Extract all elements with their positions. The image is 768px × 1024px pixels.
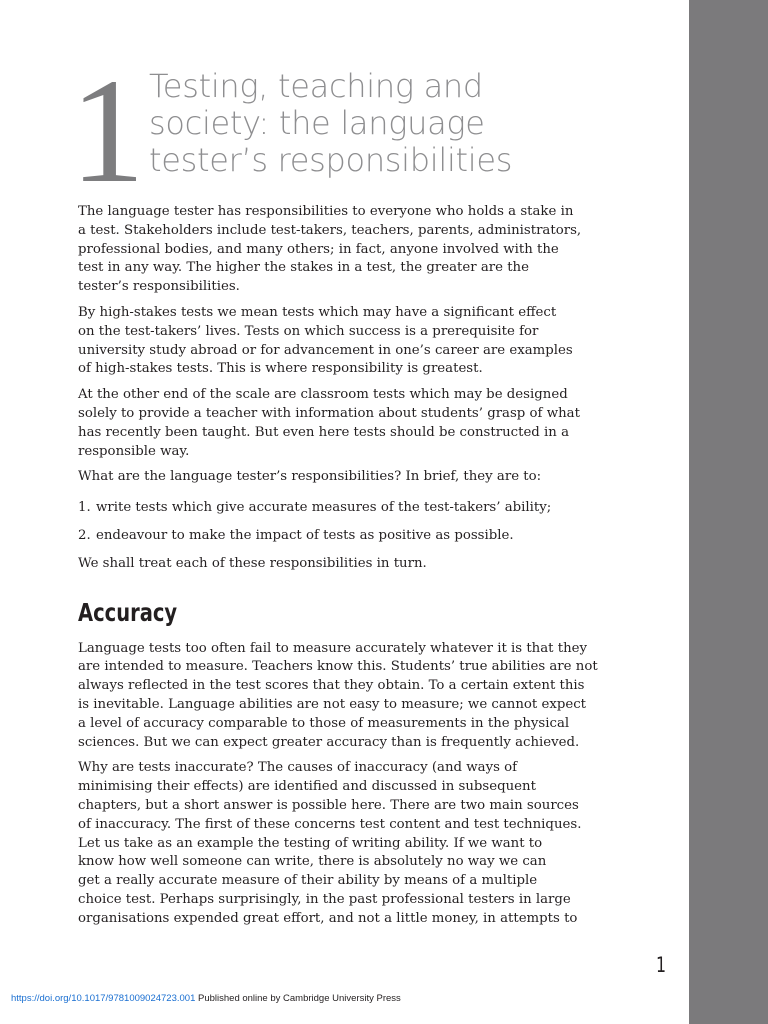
list-item-text: write tests which give accurate measures of the test-takers’ ability; — [96, 500, 552, 516]
text-line: Language tests too often fail to measure accurately whatever it is that they — [78, 640, 588, 656]
text-line: get a really accurate measure of their ability by means of a multiple — [78, 873, 538, 889]
text-line: of inaccuracy. The first of these concerns test content and test techniques. — [78, 816, 582, 832]
paragraph — [78, 640, 606, 753]
paragraph — [78, 555, 606, 574]
list-item-text: endeavour to make the impact of tests as positive as possible. — [96, 527, 514, 543]
list-item — [78, 527, 606, 546]
body-text — [78, 203, 606, 936]
chapter-title — [149, 68, 669, 179]
list-follow-up — [78, 555, 606, 574]
publisher-note: Published online by Cambridge University Press — [198, 993, 401, 1004]
text-line: Let us take as an example the testing of writing ability. If we want to — [78, 835, 543, 851]
text-line: The language tester has responsibilities to everyone who holds a stake in — [78, 204, 574, 219]
doi-link[interactable]: https://doi.org/10.1017/9781009024723.001 — [11, 993, 196, 1004]
chapter-title-line: tester’s responsibilities — [149, 141, 513, 179]
text-line: are intended to measure. Teachers know this. Students’ true abilities are not — [78, 659, 598, 675]
text-line: Why are tests inaccurate? The causes of inaccuracy (and ways of — [78, 760, 518, 776]
text-line: We shall treat each of these responsibilities in turn. — [78, 555, 427, 571]
text-line: always reflected in the test scores that they obtain. To a certain extent this — [78, 678, 585, 694]
text-line: By high-stakes tests we mean tests which may have a significant effect — [78, 304, 557, 320]
responsibilities-list — [78, 499, 606, 546]
list-item-number: 1. — [78, 500, 91, 516]
text-line: university study abroad or for advancement in one’s career are examples — [78, 342, 573, 358]
text-line: solely to provide a teacher with information about students’ grasp of what — [78, 405, 580, 421]
accuracy-paragraphs — [78, 640, 606, 929]
list-item — [78, 499, 606, 518]
footer — [11, 993, 401, 1005]
text-line: a test. Stakeholders include test-takers, teachers, parents, administrators, — [78, 222, 582, 238]
chapter-title-line: Testing, teaching and — [149, 67, 483, 105]
text-line: tester’s responsibilities. — [78, 279, 240, 295]
text-line: a level of accuracy comparable to those of measurements in the physical — [78, 715, 570, 731]
intro-paragraphs — [78, 203, 606, 487]
side-bar — [689, 0, 768, 1024]
text-line: test in any way. The higher the stakes in a test, the greater are the — [78, 260, 529, 276]
paragraph — [78, 203, 606, 297]
text-line: professional bodies, and many others; in fact, anyone involved with the — [78, 241, 559, 257]
list-item-number: 2. — [78, 527, 91, 543]
text-line: is inevitable. Language abilities are not easy to measure; we cannot expect — [78, 696, 587, 712]
text-line: know how well someone can write, there is absolutely no way we can — [78, 854, 547, 870]
paragraph — [78, 759, 606, 928]
text-line: responsible way. — [78, 443, 190, 459]
paragraph — [78, 468, 606, 487]
text-line: has recently been taught. But even here tests should be constructed in a — [78, 424, 570, 440]
text-line: chapters, but a short answer is possible here. There are two main sources — [78, 797, 579, 813]
text-line: minimising their effects) are identified and discussed in subsequent — [78, 779, 536, 795]
paragraph — [78, 386, 606, 461]
text-line: sciences. But we can expect greater accuracy than is frequently achieved. — [78, 734, 580, 750]
text-line: on the test-takers’ lives. Tests on which success is a prerequisite for — [78, 323, 539, 339]
text-line: At the other end of the scale are classroom tests which may be designed — [78, 387, 568, 403]
chapter-number: 1 — [70, 48, 145, 214]
section-heading-accuracy: Accuracy — [78, 597, 178, 627]
page-number: 1 — [656, 953, 667, 977]
text-line: organisations expended great effort, and not a little money, in attempts to — [78, 910, 578, 926]
text-line: choice test. Perhaps surprisingly, in the past professional testers in large — [78, 891, 571, 907]
chapter-title-line: society: the language — [149, 104, 485, 142]
paragraph — [78, 304, 606, 379]
text-line: What are the language tester’s responsibilities? In brief, they are to: — [78, 469, 542, 485]
text-line: of high-stakes tests. This is where responsibility is greatest. — [78, 361, 483, 377]
